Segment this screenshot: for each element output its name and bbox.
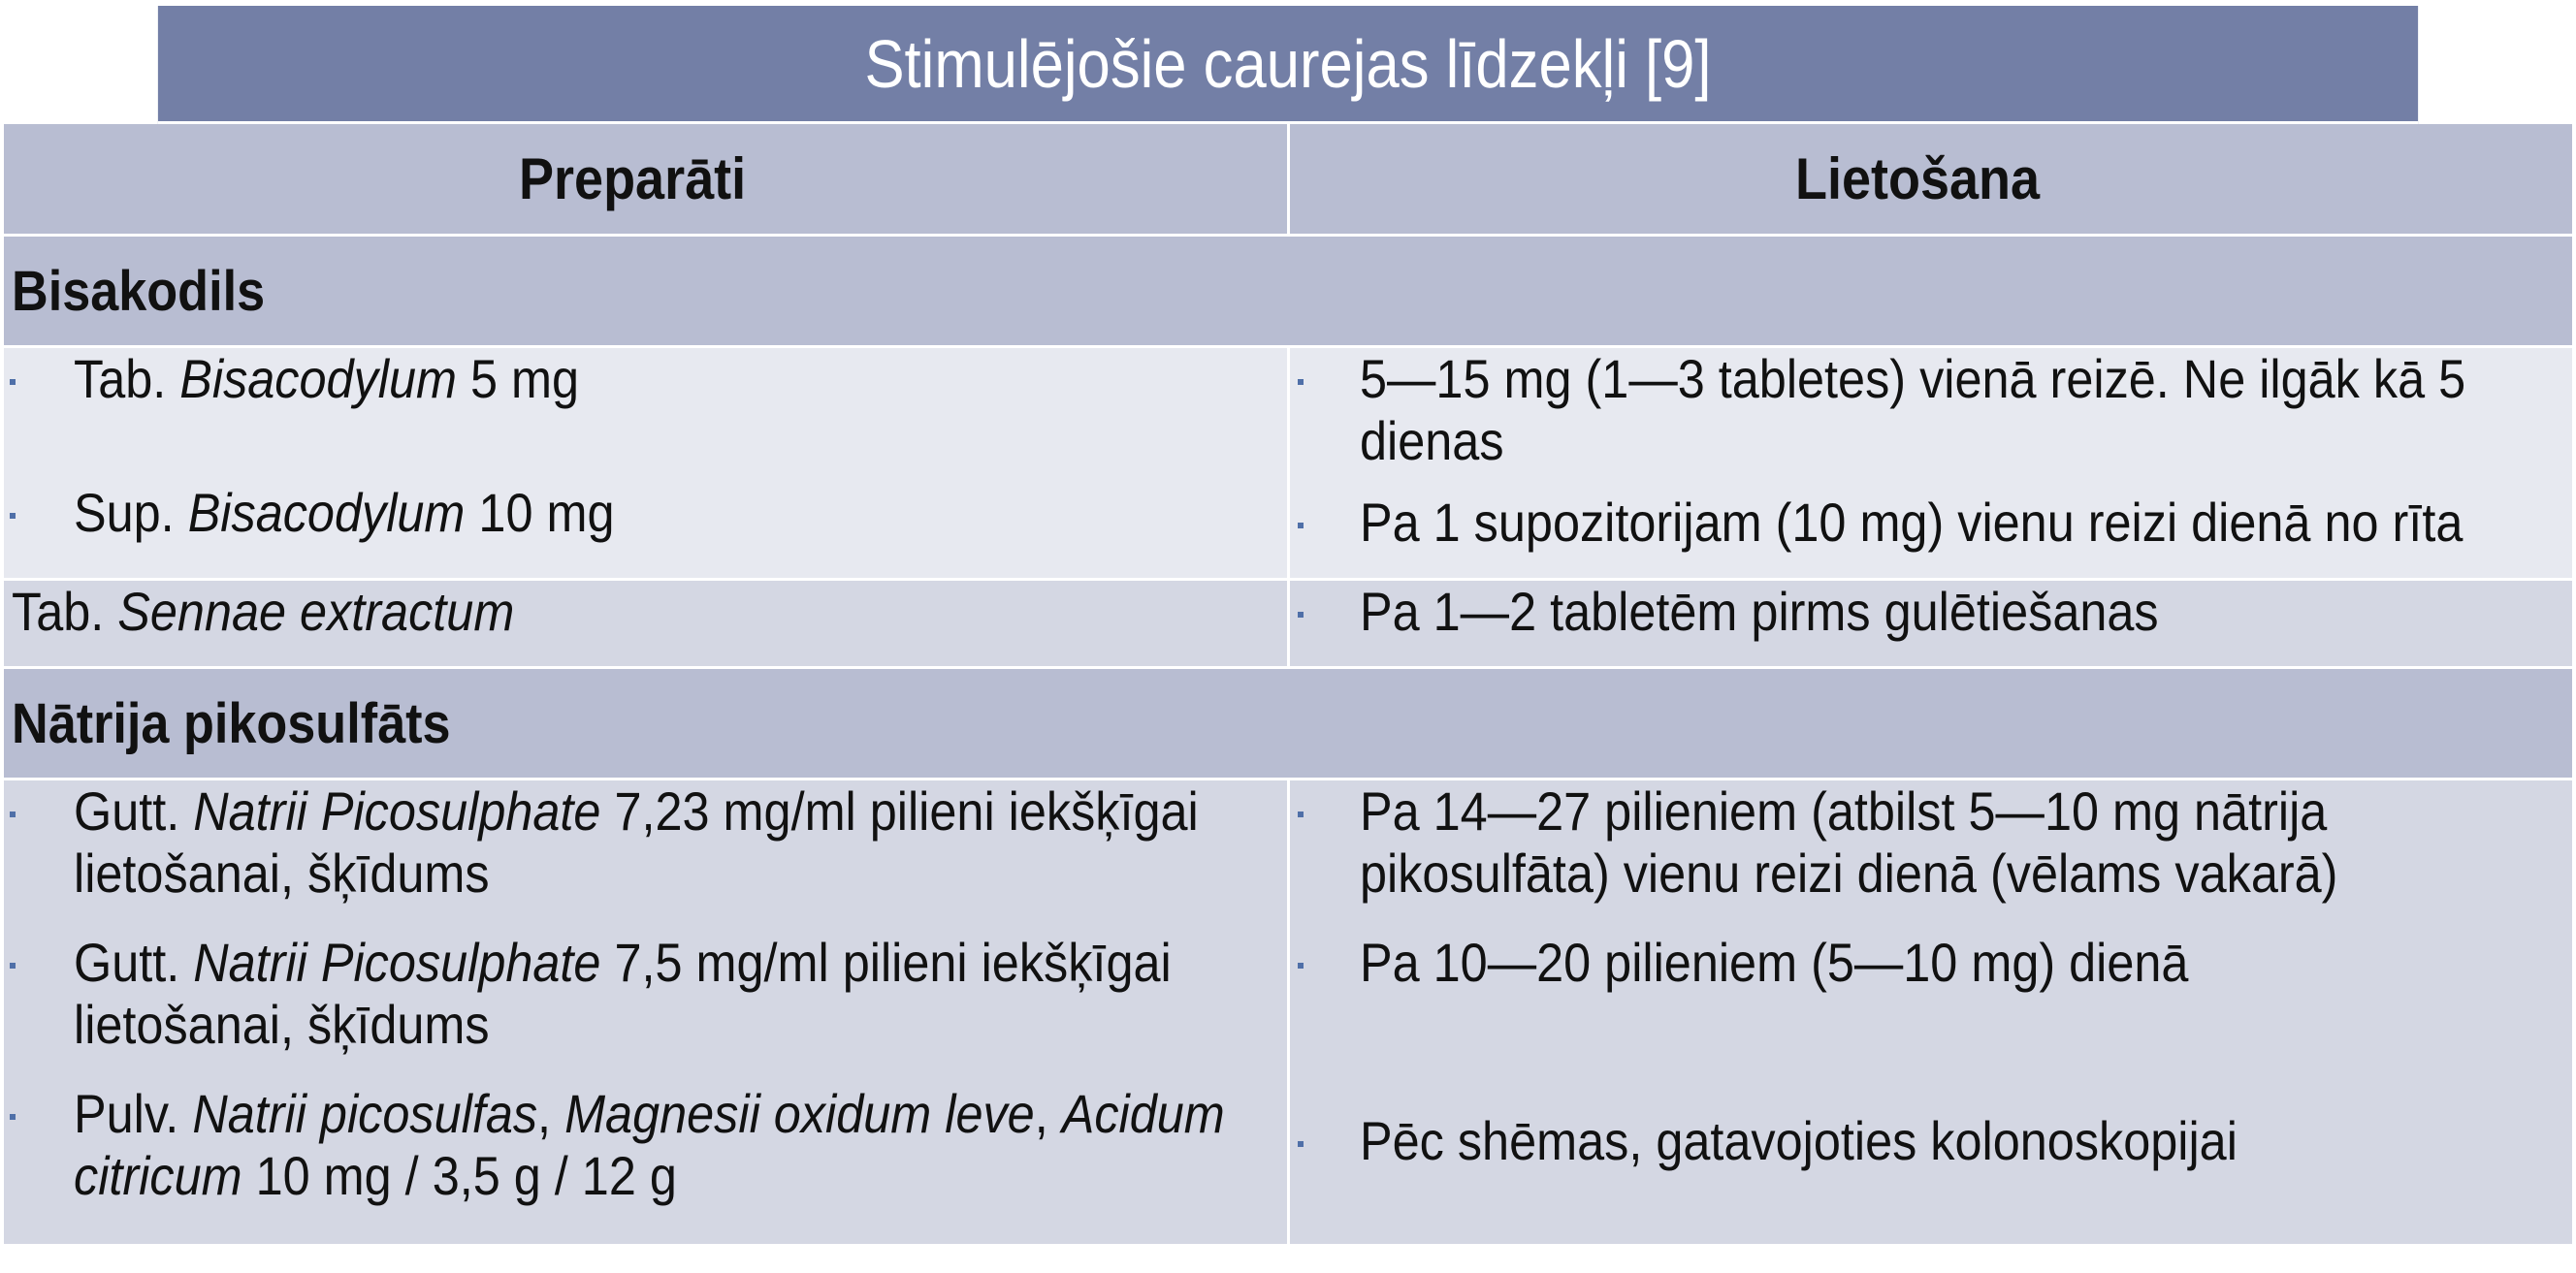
bullet-icon xyxy=(1298,963,1304,969)
lietosana-cell xyxy=(1290,348,2572,578)
list-item: Tab. Bisacodylum 5 mg xyxy=(4,348,1287,410)
bullet-icon xyxy=(1298,1141,1304,1147)
group-title: Bisakodils xyxy=(12,259,266,323)
list-item: Pa 14—27 pilieniem (atbilst 5—10 mg nātrija pikosulfāta) vienu reizi dienā (vēlams vakarā) xyxy=(1290,780,2572,905)
bullet-icon xyxy=(10,379,16,385)
group-bisakodils xyxy=(4,237,2572,348)
list-item: Tab. Sennae extractum xyxy=(12,581,515,642)
table-row xyxy=(4,348,2572,581)
group-natrija-pikosulfats xyxy=(4,669,2572,780)
list-item: Pa 1—2 tabletēm pirms gulētiešanas xyxy=(1290,581,2572,643)
list-item: Gutt. Natrii Picosulphate 7,5 mg/ml pilieni iekšķīgai lietošanai, šķīdums xyxy=(4,932,1287,1056)
table-header-row xyxy=(4,124,2572,237)
list-item: Pulv. Natrii picosulfas, Magnesii oxidum leve, Acidum citricum 10 mg / 3,5 g / 12 g xyxy=(4,1083,1287,1207)
bullet-icon xyxy=(10,1114,16,1120)
bullet-icon xyxy=(1298,812,1304,817)
preparati-cell xyxy=(4,348,1290,578)
bullet-icon xyxy=(1298,379,1304,385)
table-title: Stimulējošie caurejas līdzekļi [9] xyxy=(864,25,1712,102)
list-item: Pa 1 supozitorijam (10 mg) vienu reizi dienā no rīta xyxy=(1290,492,2572,554)
preparati-cell xyxy=(4,581,1290,666)
preparati-cell xyxy=(4,780,1290,1244)
bullet-icon xyxy=(10,963,16,969)
lietosana-cell xyxy=(1290,780,2572,1244)
list-item: Pa 10—20 pilieniem (5—10 mg) dienā xyxy=(1290,932,2572,994)
bullet-icon xyxy=(1298,523,1304,528)
bullet-icon xyxy=(10,513,16,519)
bullet-icon xyxy=(10,812,16,817)
table-row xyxy=(4,780,2572,1244)
table-title-row xyxy=(158,6,2418,124)
list-item: Pēc shēmas, gatavojoties kolonoskopijai xyxy=(1290,1110,2572,1172)
lietosana-cell xyxy=(1290,581,2572,666)
table-row xyxy=(4,581,2572,669)
bullet-icon xyxy=(1298,612,1304,618)
header-preparati: Preparāti xyxy=(4,124,1290,234)
header-lietosana: Lietošana xyxy=(1794,146,2041,211)
list-item: Sup. Bisacodylum 10 mg xyxy=(4,482,1287,544)
group-title: Nātrija pikosulfāts xyxy=(12,691,451,755)
list-item: Gutt. Natrii Picosulphate 7,23 mg/ml pilieni iekšķīgai lietošanai, šķīdums xyxy=(4,780,1287,905)
list-item: 5—15 mg (1—3 tabletes) vienā reizē. Ne ilgāk kā 5 dienas xyxy=(1290,348,2572,472)
laxatives-table xyxy=(4,6,2572,1244)
